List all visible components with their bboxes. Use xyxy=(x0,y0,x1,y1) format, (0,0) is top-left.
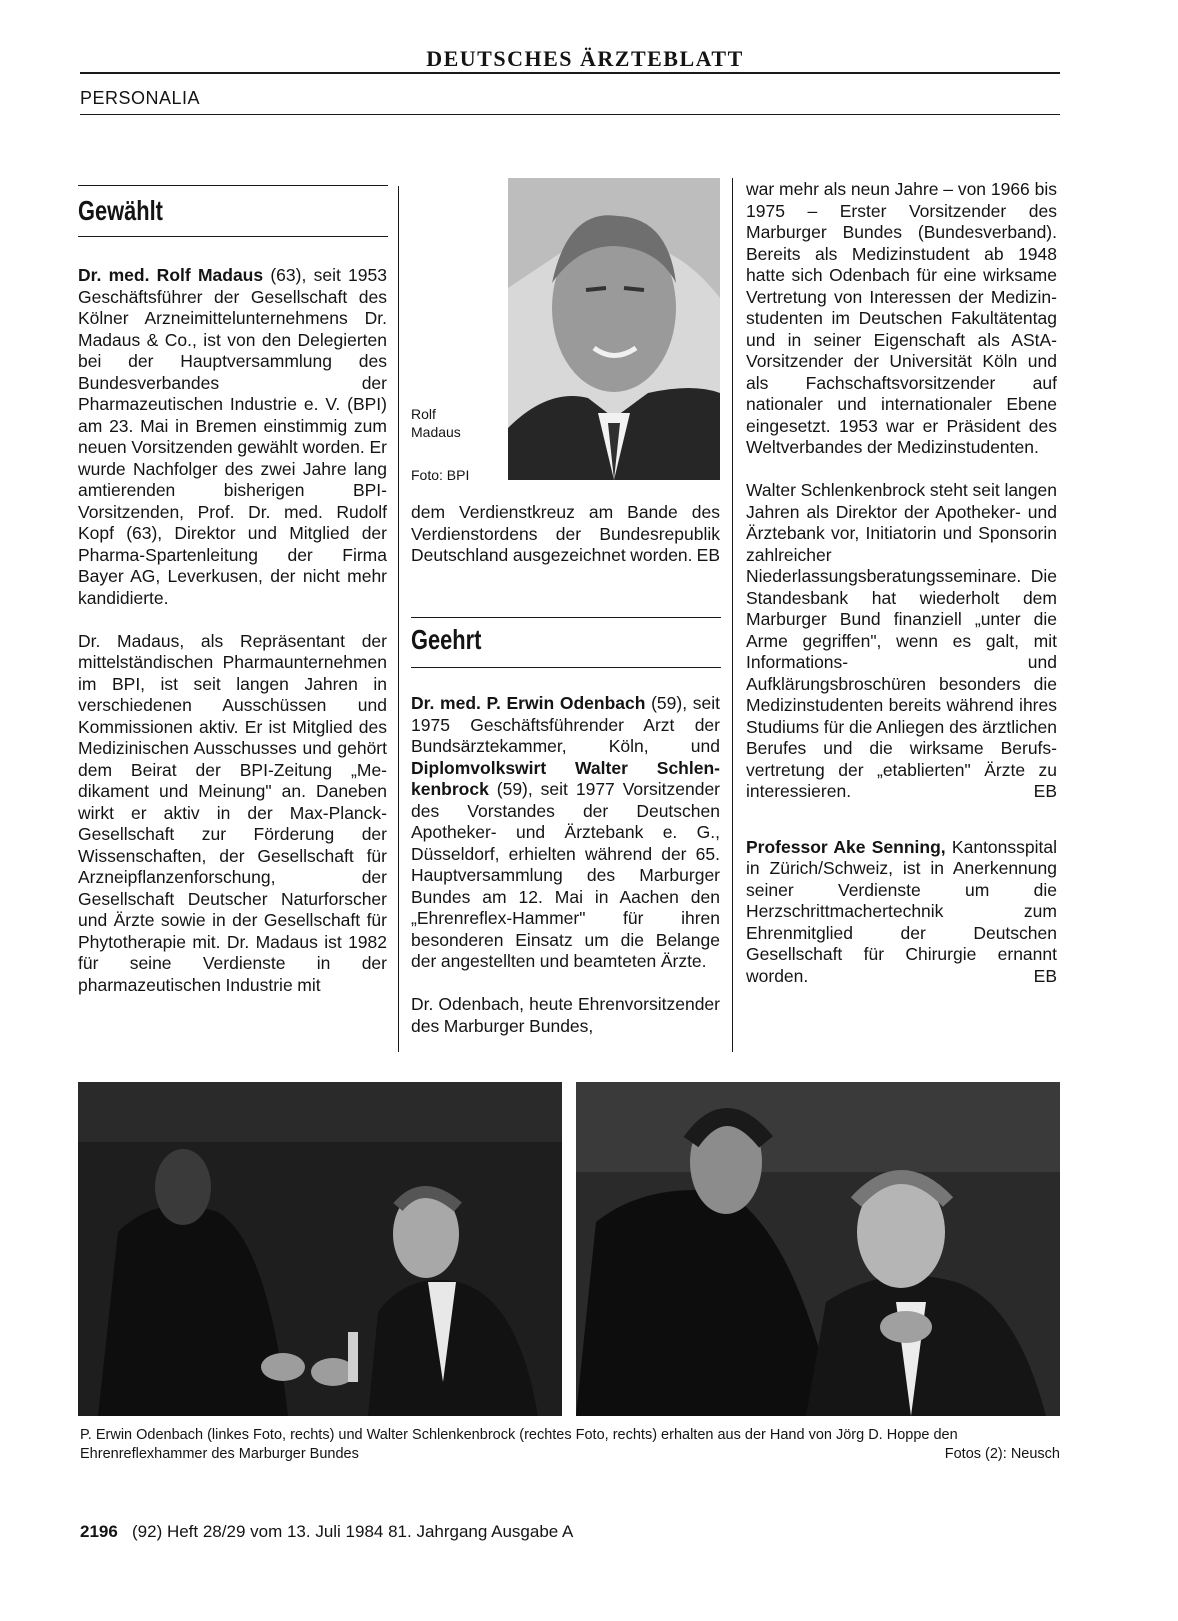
col1-paragraph-2: Dr. Madaus, als Repräsentant der mittelständischen Pharmaunternehmen im BPI, ist seit langen Jahren in verschiedenen Ausschüssen und Kommissionen aktiv. Er ist Mitglied des Medizinischen Ausschusses und gehört dem Beirat der BPI-Zeitung „Medikament und Meinung" an. Daneben wirkt er aktiv in der Max-Planck-Gesellschaft zur Förderung der Wissenschaften, der Gesellschaft für Arzneipflanzenforschung, der Gesellschaft Deutscher Naturforscher und Ärzte sowie in der Gesellschaft für Phytotherapie mit. Dr. Madaus ist 1982 für seine Verdienste in der pharmazeutischen Industrie mit xyxy=(78,630,387,995)
column-divider-2 xyxy=(732,178,733,1052)
col2-heading-bottom-rule xyxy=(411,667,721,668)
person-name: Dr. med. P. Erwin Odenbach xyxy=(411,693,646,713)
signature-eb: EB xyxy=(1033,781,1057,801)
col2-paragraph-1: dem Verdienstkreuz am Bande des Verdienstordens der Bundesrepublik Deutschland ausgezeichnet worden. xyxy=(411,502,720,565)
col1-text xyxy=(78,265,387,996)
portrait-photo xyxy=(508,178,720,480)
portrait-credit: Foto: BPI xyxy=(411,467,470,483)
section-rule xyxy=(80,114,1060,115)
col3-paragraph-1: war mehr als neun Jahre – von 1966 bis 1975 – Erster Vorsitzender des Marburger Bundes (Bundesverband). Bereits als Medizinstudent ab 1948 hatte sich Odenbach für eine wirksame Vertretung von Interessen der Medizinstudenten im Deutschen Fakultätentag und in seiner Eigenschaft als AStA-Vorsitzender der Universität Köln und als Fachschaftsvorsitzender auf nationaler und internationaler Ebene eingesetzt. 1953 war er Präsident des Weltverbandes der Medizinstudenten. xyxy=(746,179,1057,457)
masthead-rule xyxy=(80,72,1060,74)
col2-paragraph-2b: (59), seit 1977 Vorsitzender des Vorstandes der Deutschen Apotheker- und Ärztebank e. G., Düsseldorf, erhielten während der 65. Hauptversammlung des Marburger Bundes am 12. Mai in Aachen den „Ehrenreflex-Hammer" für ihren besonderen Einsatz um die Belange der angestellten und beamteten Ärzte. xyxy=(411,779,720,971)
col2-paragraph-2a: (59), seit 1975 Geschäftsführender Arzt der Bundsärztekammer, Köln, und xyxy=(411,693,721,756)
col3-paragraph-2: Walter Schlenkenbrock steht seit langen Jahren als Direktor der Apotheker- und Ärztebank vor, Initiatorin und Sponsorin zahlreicher Niederlassungsberatungsseminare. Die Standesbank hat wiederholt dem Marburger Bund finanziell „unter die Arme gegriffen", wenn es galt, mit Informations- und Aufklärungsbroschüren besonders die Medizinstudenten bereits während ihres Studiums für die Anliegen des ärztlichen Berufes und die wirksame Berufsvertretung der „etablierten" Ärzte zu interessieren. xyxy=(746,480,1057,801)
masthead: DEUTSCHES ÄRZTEBLATT xyxy=(426,46,744,71)
col1-heading: Gewählt xyxy=(78,195,163,226)
issue-info: (92) Heft 28/29 vom 13. Juli 1984 81. Jahrgang Ausgabe A xyxy=(132,1522,574,1541)
photo-credit: Fotos (2): Neusch xyxy=(944,1446,1060,1462)
col1-heading-bottom-rule xyxy=(78,236,388,237)
col3-paragraph-3: Kantonsspital in Zürich/Schweiz, ist in Anerkennung seiner Verdienste um die Herzschrittmachertechnik zum Ehrenmitglied der Deutschen Gesellschaft für Chirurgie ernannt worden. xyxy=(746,836,1057,986)
person-name: Professor Ake Senning, xyxy=(746,836,946,857)
signature-eb: EB xyxy=(696,545,720,565)
signature-eb: EB xyxy=(1033,965,1057,986)
portrait-caption xyxy=(411,405,461,441)
page-number: 2196 xyxy=(80,1522,118,1541)
col2-paragraph-3: Dr. Odenbach, heute Ehrenvorsitzender des Marburger Bundes, xyxy=(411,994,720,1036)
award-photo-left xyxy=(78,1082,562,1416)
col1-paragraph-1: (63), seit 1953 Geschäftsführer der Gesellschaft des Kölner Arzneimittelunternehmens Dr. Madaus & Co., ist von den Delegierten bei der Hauptversammlung des Bundesverbandes der Pharmazeutischen Industrie e. V. (BPI) am 23. Mai in Bremen einstimmig zum neuen Vorsitzenden gewählt worden. Er wurde Nachfolger des zwei Jahre lang amtierenden bisherigen BPI-Vorsitzenden, Prof. Dr. med. Rudolf Kopf (63), Direktor und Mitglied der Pharma-Spartenleitung der Firma Bayer AG, Leverkusen, der nicht mehr kandidierte. xyxy=(78,265,387,608)
page-footer xyxy=(80,1522,573,1542)
award-photo-right xyxy=(576,1082,1060,1416)
portrait-caption-line1: Rolf xyxy=(411,406,436,422)
col2-heading: Geehrt xyxy=(411,624,482,655)
col2-text xyxy=(411,693,720,1037)
photo-caption xyxy=(80,1426,1060,1464)
col2-heading-top-rule xyxy=(411,617,721,618)
person-name: Dr. med. Rolf Madaus xyxy=(78,265,264,285)
person-name: Diplomvolkswirt Walter Schlenkenbrock xyxy=(411,757,720,799)
col3-text xyxy=(746,179,1057,987)
section-label: PERSONALIA xyxy=(80,88,201,108)
portrait-caption-line2: Madaus xyxy=(411,424,461,440)
col2-text-top xyxy=(411,502,720,567)
col1-heading-top-rule xyxy=(78,185,388,186)
photo-caption-text: P. Erwin Odenbach (linkes Foto, rechts) und Walter Schlenkenbrock (rechtes Foto, rechts) erhalten aus der Hand von Jörg D. Hoppe den Ehrenreflexhammer des Marburger Bundes xyxy=(80,1427,958,1462)
column-divider-1 xyxy=(398,186,399,1052)
